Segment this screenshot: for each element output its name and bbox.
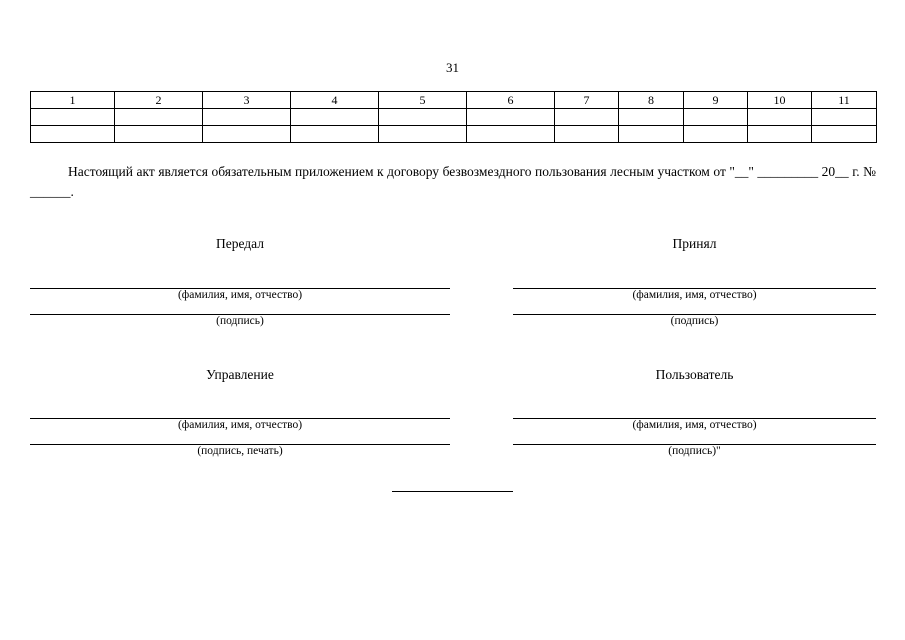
- table-cell[interactable]: [619, 109, 684, 126]
- table-cell[interactable]: [684, 109, 748, 126]
- transferred-heading: Передал: [215, 236, 265, 251]
- transferred-name-caption: (фамилия, имя, отчество): [177, 289, 303, 301]
- table-cell[interactable]: [31, 126, 115, 143]
- user-signature-caption: (подпись)": [668, 445, 721, 457]
- column-header: 9: [684, 92, 748, 109]
- table-cell[interactable]: [115, 126, 203, 143]
- page-number: 31: [446, 60, 459, 75]
- accepted-signature-caption: (подпись): [670, 315, 719, 327]
- table-cell[interactable]: [467, 109, 555, 126]
- footer-separator: [392, 491, 513, 492]
- administration-heading: Управление: [206, 367, 274, 382]
- column-header: 8: [619, 92, 684, 109]
- data-table: [30, 91, 877, 143]
- administration-name-caption: (фамилия, имя, отчество): [177, 419, 303, 431]
- table-cell[interactable]: [748, 126, 812, 143]
- column-header: 4: [291, 92, 379, 109]
- table-cell[interactable]: [291, 126, 379, 143]
- table-cell[interactable]: [619, 126, 684, 143]
- accepted-name-caption: (фамилия, имя, отчество): [632, 289, 757, 301]
- table-cell[interactable]: [291, 109, 379, 126]
- table-cell[interactable]: [467, 126, 555, 143]
- administration-signature-caption: (подпись, печать): [197, 445, 283, 457]
- table-cell[interactable]: [115, 109, 203, 126]
- column-header: 7: [555, 92, 619, 109]
- column-header: 6: [467, 92, 555, 109]
- column-header: 11: [812, 92, 877, 109]
- table-row: [31, 109, 877, 126]
- user-name-caption: (фамилия, имя, отчество): [632, 419, 757, 431]
- appendix-note: Настоящий акт является обязательным приложением к договору безвозмездного пользования лесным участком от "__" _________ 20__ г. № ______.: [30, 164, 876, 199]
- column-header: 10: [748, 92, 812, 109]
- table-cell[interactable]: [379, 109, 467, 126]
- table-cell[interactable]: [555, 126, 619, 143]
- column-header: 2: [115, 92, 203, 109]
- table-cell[interactable]: [812, 109, 877, 126]
- table-cell[interactable]: [31, 109, 115, 126]
- transferred-signature-caption: (подпись): [216, 315, 264, 327]
- column-header: 5: [379, 92, 467, 109]
- table-cell[interactable]: [812, 126, 877, 143]
- table-cell[interactable]: [379, 126, 467, 143]
- table-cell[interactable]: [748, 109, 812, 126]
- column-header: 3: [203, 92, 291, 109]
- table-cell[interactable]: [555, 109, 619, 126]
- accepted-heading: Принял: [672, 236, 717, 251]
- table-cell[interactable]: [203, 109, 291, 126]
- table-cell[interactable]: [203, 126, 291, 143]
- table-cell[interactable]: [684, 126, 748, 143]
- column-header: 1: [31, 92, 115, 109]
- table-row: [31, 126, 877, 143]
- table-header-row: [31, 92, 877, 109]
- user-heading: Пользователь: [655, 367, 734, 382]
